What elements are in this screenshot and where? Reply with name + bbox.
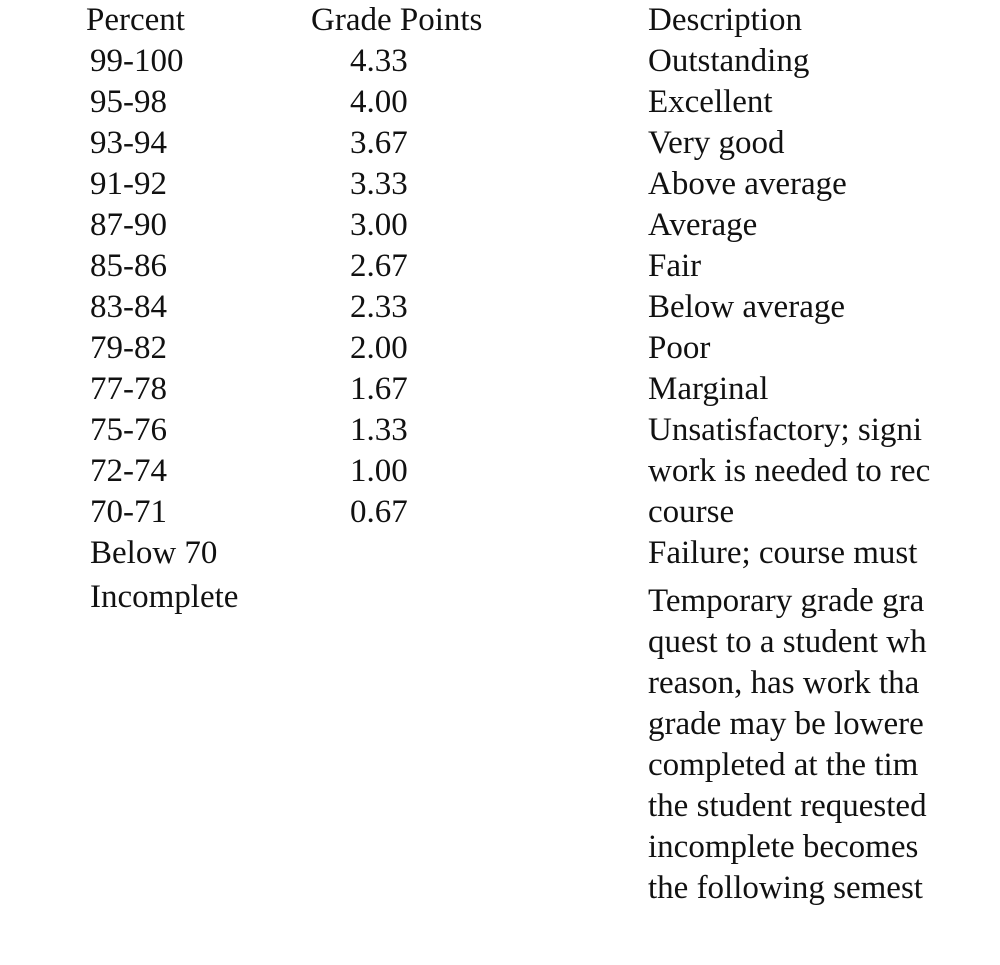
header-percent: Percent (86, 2, 185, 38)
description-cell: Below average (648, 289, 845, 325)
percent-cell: 99-100 (90, 43, 184, 79)
header-description: Description (648, 2, 802, 38)
points-cell: 3.00 (350, 207, 408, 243)
points-cell: 0.67 (350, 494, 408, 530)
percent-cell: 93-94 (90, 125, 167, 161)
points-cell: 3.67 (350, 125, 408, 161)
description-cell: work is needed to rec (648, 453, 931, 489)
description-continuation-line: incomplete becomes (648, 829, 919, 865)
percent-cell: 87-90 (90, 207, 167, 243)
description-cell: Marginal (648, 371, 769, 407)
description-cell: Excellent (648, 84, 773, 120)
description-cell: Fair (648, 248, 702, 284)
description-cell: Very good (648, 125, 785, 161)
description-cell: Unsatisfactory; signi (648, 412, 923, 448)
description-continuation-line: quest to a student wh (648, 624, 927, 660)
percent-cell: Incomplete (90, 579, 239, 615)
percent-cell: 72-74 (90, 453, 167, 489)
description-cell: Outstanding (648, 43, 810, 79)
description-continuation-line: reason, has work tha (648, 665, 920, 701)
points-cell: 2.00 (350, 330, 408, 366)
description-cell: Above average (648, 166, 847, 202)
percent-cell: 75-76 (90, 412, 167, 448)
percent-cell: 95-98 (90, 84, 167, 120)
points-cell: 1.00 (350, 453, 408, 489)
points-cell: 2.33 (350, 289, 408, 325)
description-continuation-line: grade may be lowere (648, 706, 924, 742)
points-cell: 1.67 (350, 371, 408, 407)
description-cell: Temporary grade gra (648, 583, 925, 619)
percent-cell: 91-92 (90, 166, 167, 202)
points-cell: 4.33 (350, 43, 408, 79)
percent-cell: Below 70 (90, 535, 218, 571)
percent-cell: 70-71 (90, 494, 167, 530)
percent-cell: 83-84 (90, 289, 167, 325)
percent-cell: 79-82 (90, 330, 167, 366)
description-cell: course (648, 494, 735, 530)
points-cell: 3.33 (350, 166, 408, 202)
description-continuation-line: the student requested (648, 788, 927, 824)
description-cell: Failure; course must (648, 535, 918, 571)
description-cell: Poor (648, 330, 711, 366)
description-continuation-line: the following semest (648, 870, 923, 906)
points-cell: 2.67 (350, 248, 408, 284)
points-cell: 4.00 (350, 84, 408, 120)
description-continuation-line: completed at the tim (648, 747, 919, 783)
percent-cell: 85-86 (90, 248, 167, 284)
description-cell: Average (648, 207, 758, 243)
percent-cell: 77-78 (90, 371, 167, 407)
header-grade-points: Grade Points (311, 2, 483, 38)
points-cell: 1.33 (350, 412, 408, 448)
